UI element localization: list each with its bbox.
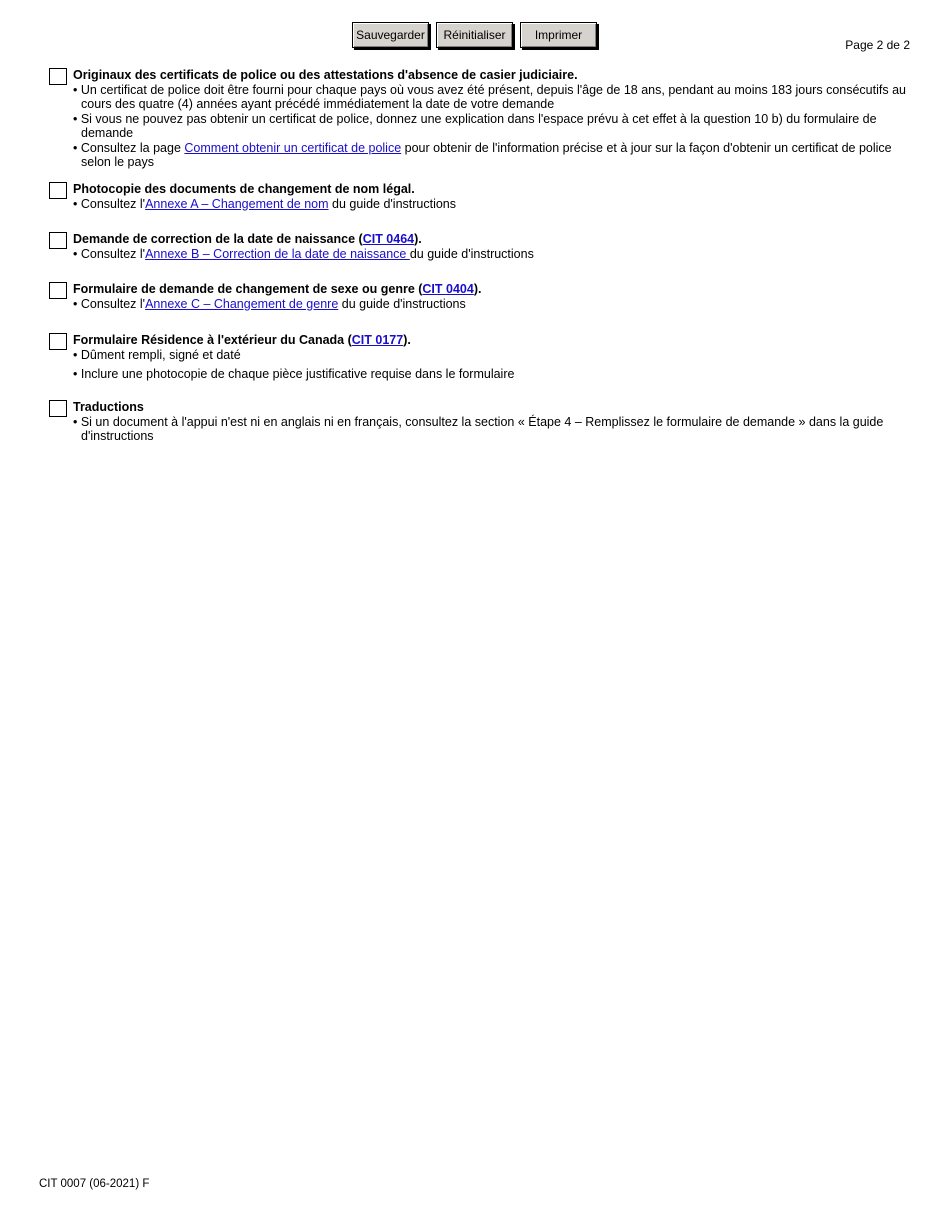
annex-a-link[interactable]: Annexe A – Changement de nom <box>145 196 329 211</box>
cit-0464-link[interactable]: CIT 0464 <box>362 232 415 246</box>
bullet-text: • Consultez la page <box>73 140 185 155</box>
bullet-text: • Consultez l' <box>73 196 146 211</box>
checkbox-birthdate-correction[interactable] <box>49 232 67 249</box>
checkbox-translations[interactable] <box>49 400 67 417</box>
item-bullet <box>73 141 909 170</box>
item-bullet <box>73 297 909 312</box>
item-bullet: • Dûment rempli, signé et daté <box>73 347 241 362</box>
checkbox-police-certificates[interactable] <box>49 68 67 85</box>
title-text: Formulaire de demande de changement de sexe ou genre ( <box>73 282 423 296</box>
checklist-item-residence-outside-canada <box>49 333 909 382</box>
save-button[interactable]: Sauvegarder <box>352 22 429 48</box>
title-text: Formulaire Résidence à l'extérieur du Canada ( <box>73 333 352 347</box>
title-text: Demande de correction de la date de naissance ( <box>73 232 363 246</box>
checklist-item-name-change <box>49 182 909 211</box>
title-text: ). <box>473 282 482 296</box>
form-code-footer: CIT 0007 (06-2021) F <box>39 1178 150 1190</box>
item-bullet: • Si vous ne pouvez pas obtenir un certificat de police, donnez une explication dans l'espace prévu à cet effet à la question 10 b) du formulaire de demande <box>73 111 877 140</box>
checkbox-name-change[interactable] <box>49 182 67 199</box>
item-title <box>73 282 909 297</box>
item-title: Traductions <box>73 400 144 414</box>
item-bullet: • Un certificat de police doit être fourni pour chaque pays où vous avez été présent, depuis l'âge de 18 ans, pendant au moins 183 jours consécutifs au cours des quatre (4) années ayant précédé immédiatement la date de votre demande <box>73 82 906 111</box>
item-bullet: • Si un document à l'appui n'est ni en anglais ni en français, consultez la section « Étape 4 – Remplissez le formulaire de demande » dans la guide d'instructions <box>73 414 884 443</box>
form-toolbar <box>352 22 604 48</box>
checkbox-residence-outside-canada[interactable] <box>49 333 67 350</box>
checklist-item-birthdate-correction <box>49 232 909 261</box>
cit-0404-link[interactable]: CIT 0404 <box>422 282 474 296</box>
item-title: Originaux des certificats de police ou des attestations d'absence de casier judiciaire. <box>73 68 578 82</box>
item-title: Photocopie des documents de changement de nom légal. <box>73 182 415 196</box>
print-button[interactable]: Imprimer <box>520 22 597 48</box>
bullet-text: du guide d'instructions <box>338 296 466 311</box>
item-bullet: • Inclure une photocopie de chaque pièce justificative requise dans le formulaire <box>73 367 515 381</box>
checkbox-gender-change[interactable] <box>49 282 67 299</box>
cit-0177-link[interactable]: CIT 0177 <box>351 333 404 347</box>
title-text: ). <box>414 232 422 246</box>
item-bullet <box>73 197 909 212</box>
bullet-text: • Consultez l' <box>73 296 146 311</box>
bullet-text: • Consultez l' <box>73 246 146 261</box>
police-certificate-link[interactable]: Comment obtenir un certificat de police <box>184 140 402 155</box>
checklist-item-police-certificates <box>49 68 909 170</box>
checklist-item-translations <box>49 400 909 444</box>
title-text: ). <box>403 333 411 347</box>
bullet-text: du guide d'instructions <box>328 196 457 211</box>
reset-button[interactable]: Réinitialiser <box>436 22 513 48</box>
checklist-item-gender-change <box>49 282 909 311</box>
bullet-text: pour obtenir de l'information précise et à jour sur la façon d'obtenir un certificat de police selon le pays <box>81 140 892 169</box>
item-title <box>73 333 909 348</box>
item-title <box>73 232 909 247</box>
annex-c-link[interactable]: Annexe C – Changement de genre <box>145 296 339 311</box>
item-bullet <box>73 247 909 262</box>
annex-b-link[interactable]: Annexe B – Correction de la date de naissance <box>145 246 410 261</box>
bullet-text: du guide d'instructions <box>409 246 534 261</box>
page-number: Page 2 de 2 <box>845 38 910 52</box>
